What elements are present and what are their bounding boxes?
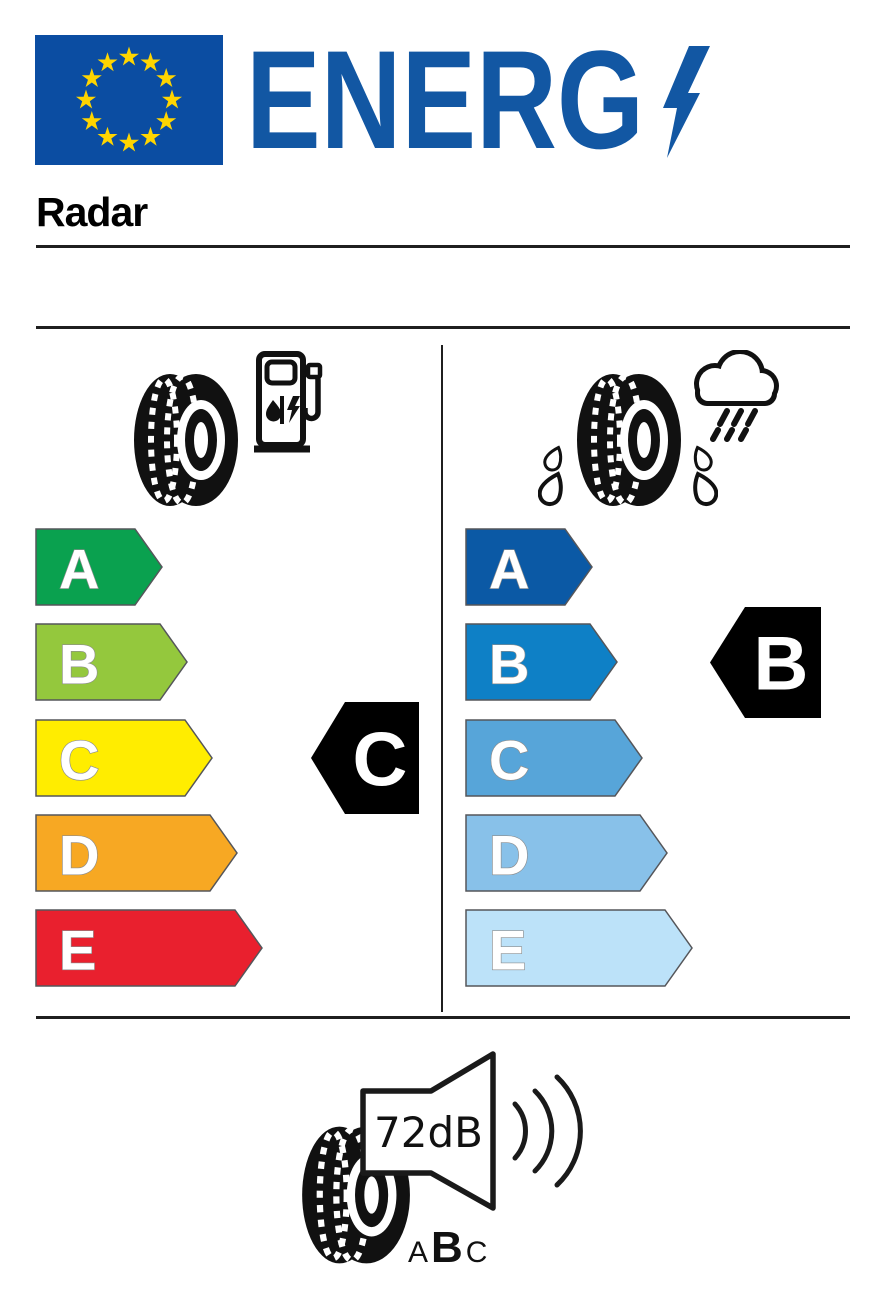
energ-logo [246, 44, 716, 160]
wet-grip-scale [465, 528, 745, 988]
fuel-class-bar-d [35, 814, 238, 892]
wet-grip-rating-indicator [709, 606, 822, 719]
noise-class-b: B [431, 1223, 463, 1272]
fuel-class-letter-c: C [59, 728, 100, 792]
brand-name: Radar [36, 189, 148, 235]
fuel-class-bar-b [35, 623, 188, 701]
separator-line-middle [36, 326, 850, 329]
wet-grip-class-bar-a [465, 528, 593, 606]
fuel-class-bar-e [35, 909, 263, 987]
fuel-class-letter-a: A [59, 537, 100, 601]
fuel-class-bar-c [35, 719, 213, 797]
wet-grip-class-bar-c [465, 719, 643, 797]
energ-logo-text: ENERG [246, 44, 644, 160]
eu-flag [35, 35, 223, 165]
tire-icon [130, 372, 240, 508]
wet-grip-rating-letter: B [753, 621, 809, 707]
wet-grip-class-letter-d: D [489, 823, 530, 887]
wet-grip-class-letter-a: A [489, 537, 530, 601]
separator-line-bottom [36, 1016, 850, 1019]
fuel-rating-letter: C [352, 717, 408, 803]
wet-grip-class-letter-b: B [489, 632, 530, 696]
rain-cloud-icon [685, 350, 785, 442]
wet-grip-class-letter-e: E [489, 918, 527, 982]
noise-class-c: C [465, 1236, 488, 1269]
fuel-pump-icon [252, 350, 324, 454]
fuel-class-letter-d: D [59, 823, 100, 887]
fuel-rating-indicator [310, 701, 420, 815]
noise-level-value: 72dB [374, 1108, 483, 1157]
fuel-efficiency-scale [35, 528, 315, 988]
separator-line-top [36, 245, 850, 248]
noise-class-scale [408, 1223, 488, 1272]
wet-grip-class-bar-d [465, 814, 668, 892]
wet-grip-class-bar-e [465, 909, 693, 987]
column-divider [441, 345, 443, 1012]
wet-grip-class-bar-b [465, 623, 618, 701]
fuel-class-letter-b: B [59, 632, 100, 696]
sound-waves-icon [515, 1077, 580, 1185]
fuel-class-letter-e: E [59, 918, 97, 982]
wet-grip-class-letter-c: C [489, 728, 530, 792]
noise-class-a: A [408, 1236, 429, 1269]
lightning-icon [663, 46, 710, 158]
fuel-class-bar-a [35, 528, 163, 606]
